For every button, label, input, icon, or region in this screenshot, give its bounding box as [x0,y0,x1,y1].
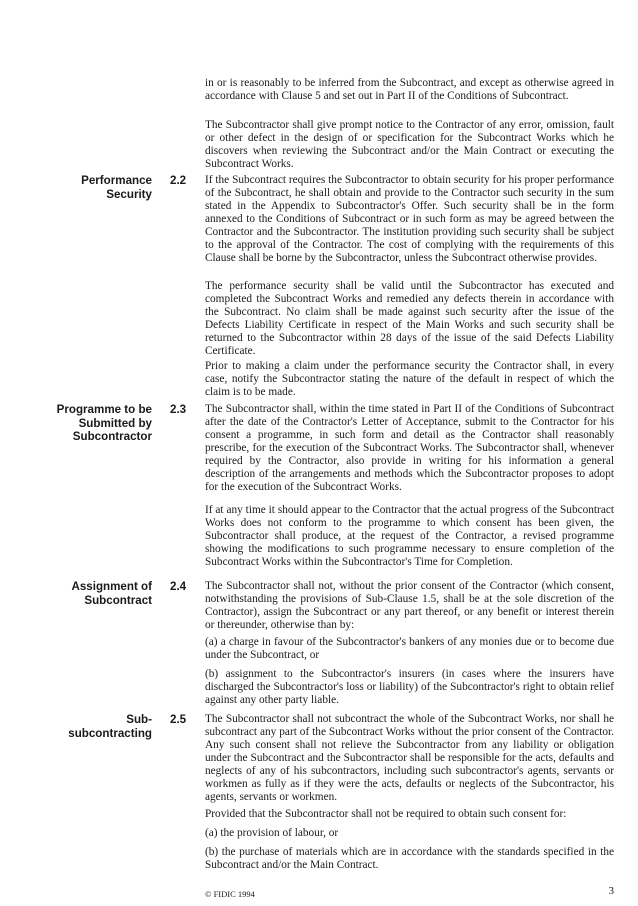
heading-line: subcontracting [68,726,152,740]
paragraph-claim-notice: Prior to making a claim under the performance security the Contractor shall, in every case, notify the Subcontractor stating the nature of the default in respect of which the claim is to be made. [205,360,614,398]
clause-number: 2.5 [170,713,187,726]
clause-number: 2.4 [170,580,187,593]
paragraph-assignment-b: (b) assignment to the Subcontractor's insurers (in cases where the insurers have discharged the Subcontractor's loss or liability) of the Subcontractor's right to obtain relief against any other party liable. [205,668,614,706]
heading-line: Sub- [126,713,152,726]
section-heading-programme [0,403,152,444]
section-heading-assignment [0,580,152,607]
heading-line: Assignment of [71,580,152,593]
paragraph-assignment-a: (a) a charge in favour of the Subcontractor's bankers of any monies due or to become due under the Subcontract, or [205,636,614,661]
paragraph-sub-subcontracting: The Subcontractor shall not subcontract the whole of the Subcontract Works, nor shall he subcontract any part of the Subcontract Works without the prior consent of the Contractor. Any such consent shall not relieve the Subcontractor from any liability or obligation under the Subcontract and the Subcontractor shall be responsible for the acts, defaults and neglects of any of his subcontractors, including such subcontractor's agents, servants or workmen as fully as if they were the acts, defaults or neglects of the Subcontractor, his agents, servants or workmen. [205,713,614,803]
page-number: 3 [608,885,614,897]
paragraph-proviso: Provided that the Subcontractor shall not be required to obtain such consent for: [205,808,567,820]
paragraph-security-validity: The performance security shall be valid until the Subcontractor has executed and completed the Subcontract Works and remedied any defects therein in accordance with the Subcontract. No claim shall be made against such security after the issue of the Defects Liability Certificate in respect of the Main Works and such security shall be returned to the Subcontractor within 28 days of the issue of the said Defects Liability Certificate. [205,280,614,357]
clause-number: 2.3 [170,403,187,416]
footer-copyright: © FIDIC 1994 [205,889,255,899]
heading-line: Performance [81,174,152,187]
heading-line: Subcontractor [72,430,152,443]
paragraph-scope-continuation: in or is reasonably to be inferred from the Subcontract, and except as otherwise agreed in accordance with Clause 5 and set out in Part II of the Conditions of Subcontract. [205,77,614,102]
heading-line: Subcontract [84,593,152,607]
section-heading-sub-subcontracting [0,713,152,740]
heading-line: Security [106,187,152,201]
paragraph-performance-security: If the Subcontract requires the Subcontractor to obtain security for his proper performance of the Subcontract, he shall obtain and provide to the Contractor such security in the sum stated in the Appendix to Subcontractor's Offer. Such security shall be in the form annexed to the Conditions of Subcontract or in such form as may be agreed between the Contractor and the Subcontractor. The institution providing such security shall be subject to the approval of the Contractor. The cost of complying with the requirements of this Clause shall be borne by the Subcontractor, unless the Subcontract otherwise provides. [205,174,614,264]
paragraph-programme: The Subcontractor shall, within the time stated in Part II of the Conditions of Subcontract after the date of the Contractor's Letter of Acceptance, submit to the Contractor for his consent a programme, in such form and detail as the Contractor shall reasonably prescribe, for the execution of the Subcontract Works. The Subcontractor shall, whenever required by the Contractor, also provide in writing for his information a general description of the arrangements and methods which the Subcontractor proposes to adopt for the execution of the Subcontract Works. [205,403,614,493]
heading-line: Programme to be [56,403,152,416]
heading-line: Submitted by [78,416,152,430]
paragraph-revised-programme: If at any time it should appear to the Contractor that the actual progress of the Subcontract Works does not conform to the programme to which consent has been given, the Subcontractor shall produce, at the request of the Contractor, a revised programme showing the modifications to such programme necessary to ensure completion of the Subcontract Works within the Subcontractor's Time for Completion. [205,504,614,568]
paragraph-proviso-a: (a) the provision of labour, or [205,827,339,839]
section-heading-performance-security [0,174,152,201]
clause-number: 2.2 [170,174,187,187]
paragraph-proviso-b: (b) the purchase of materials which are in accordance with the standards specified in the Subcontract and/or the Main Contract. [205,846,614,871]
paragraph-assignment: The Subcontractor shall not, without the prior consent of the Contractor (which consent, notwithstanding the provisions of Sub-Clause 1.5, shall be at the sole discretion of the Contractor), assign the Subcontract or any part thereof, or any benefit or interest therein or thereunder, otherwise than by: [205,580,614,631]
paragraph-defect-notice: The Subcontractor shall give prompt notice to the Contractor of any error, omission, fault or other defect in the design of or specification for the Subcontract Works which he discovers when reviewing the Subcontract and/or the Main Contract or executing the Subcontract Works. [205,119,614,170]
